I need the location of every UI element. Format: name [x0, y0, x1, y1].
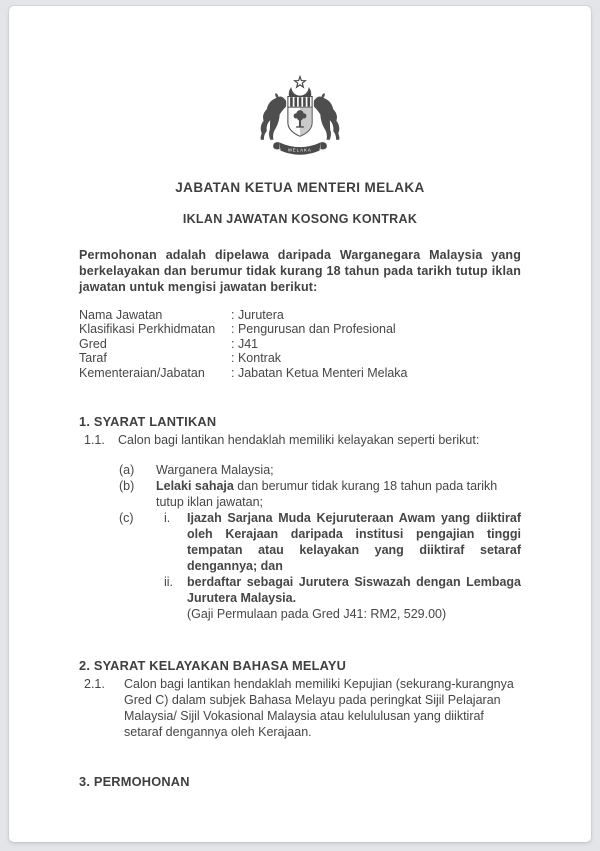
detail-row-klasifikasi [79, 322, 521, 337]
subitem-marker [119, 606, 156, 622]
subitem-c-i [119, 510, 521, 574]
subitem-marker: (c) [119, 511, 134, 525]
subitem-marker: (b) [119, 479, 135, 493]
detail-label: Taraf [79, 351, 107, 365]
subitem-text [156, 478, 521, 510]
deer-supporter-icon [314, 93, 340, 139]
star-icon [295, 77, 306, 88]
clause-number: 2.1. [84, 677, 105, 691]
document-page [9, 6, 591, 842]
subitem-marker [119, 574, 156, 606]
subitem-c-ii [119, 574, 521, 606]
clause-1-1 [79, 432, 521, 448]
subitem-b [119, 478, 521, 510]
detail-value: : J41 [231, 337, 521, 352]
subitem-text: Ijazah Sarjana Muda Kejuruteraan Awam yang diiktiraf oleh Kerajaan daripada institusi pengajian tinggi tempatan atau kelayakan yang diiktiraf setaraf dengannya; dan [187, 511, 521, 573]
detail-row-nama-jawatan [79, 308, 521, 323]
section-1-heading: 1. SYARAT LANTIKAN [79, 414, 217, 429]
subitem-a [119, 462, 521, 478]
subitem-marker: (a) [119, 463, 135, 477]
salary-note-row [119, 606, 521, 622]
salary-note: (Gaji Permulaan pada Gred J41: RM2, 529.00) [187, 607, 447, 621]
page-title: JABATAN KETUA MENTERI MELAKA [175, 180, 425, 195]
detail-label: Kementeraian/Jabatan [79, 365, 205, 380]
crest-banner-text: MELAKA [288, 147, 312, 153]
page-subtitle: IKLAN JAWATAN KOSONG KONTRAK [182, 212, 418, 226]
detail-row-kementerian [79, 366, 521, 381]
detail-row-gred [79, 337, 521, 352]
roman-marker: i. [164, 511, 171, 525]
section-1-subitems [119, 462, 521, 622]
detail-value: : Jurutera [231, 308, 521, 323]
ribbon-banner [273, 142, 327, 155]
clause-2-1 [79, 676, 521, 740]
subitem-text-rest: dan berumur tidak kurang 18 tahun pada tarikh tutup iklan jawatan; [156, 479, 498, 509]
document-content [79, 6, 521, 790]
roman-marker [164, 606, 187, 622]
deer-supporter-icon [261, 93, 287, 139]
roman-marker: ii. [164, 575, 174, 589]
detail-value: : Pengurusan dan Profesional [231, 322, 521, 337]
detail-value: : Jabatan Ketua Menteri Melaka [231, 366, 521, 381]
job-details-list [79, 308, 521, 381]
section-3-heading: 3. PERMOHONAN [79, 774, 190, 789]
subitem-text: Warganera Malaysia; [156, 463, 274, 477]
detail-row-taraf [79, 351, 521, 366]
detail-label: Gred [79, 336, 107, 351]
clause-text: Calon bagi lantikan hendaklah memiliki kelayakan seperti berikut: [118, 433, 480, 447]
detail-value: : Kontrak [231, 351, 521, 366]
section-2-heading: 2. SYARAT KELAYAKAN BAHASA MELAYU [79, 658, 347, 673]
intro-paragraph: Permohonan adalah dipelawa daripada Warganegara Malaysia yang berkelayakan dan berumur tidak kurang 18 tahun pada tarikh tutup iklan jawatan untuk mengisi jawatan berikut: [79, 248, 521, 294]
state-crest-icon [248, 74, 352, 164]
clause-number: 1.1. [84, 433, 105, 447]
detail-label: Klasifikasi Perkhidmatan [79, 322, 216, 336]
subitem-text-bold: Lelaki sahaja [156, 479, 234, 493]
subitem-text: berdaftar sebagai Jurutera Siswazah dengan Lembaga Jurutera Malaysia. [187, 575, 521, 605]
shield-icon [288, 97, 312, 137]
clause-text: Calon bagi lantikan hendaklah memiliki Kepujian (sekurang-kurangnya Gred C) dalam subjek Bahasa Melayu pada peringkat Sijil Pelajaran Malaysia/ Sijil Vokasional Malaysia atau kelululusan yang diiktiraf setaraf dengannya oleh Kerajaan. [124, 677, 514, 739]
detail-label: Nama Jawatan [79, 307, 163, 322]
